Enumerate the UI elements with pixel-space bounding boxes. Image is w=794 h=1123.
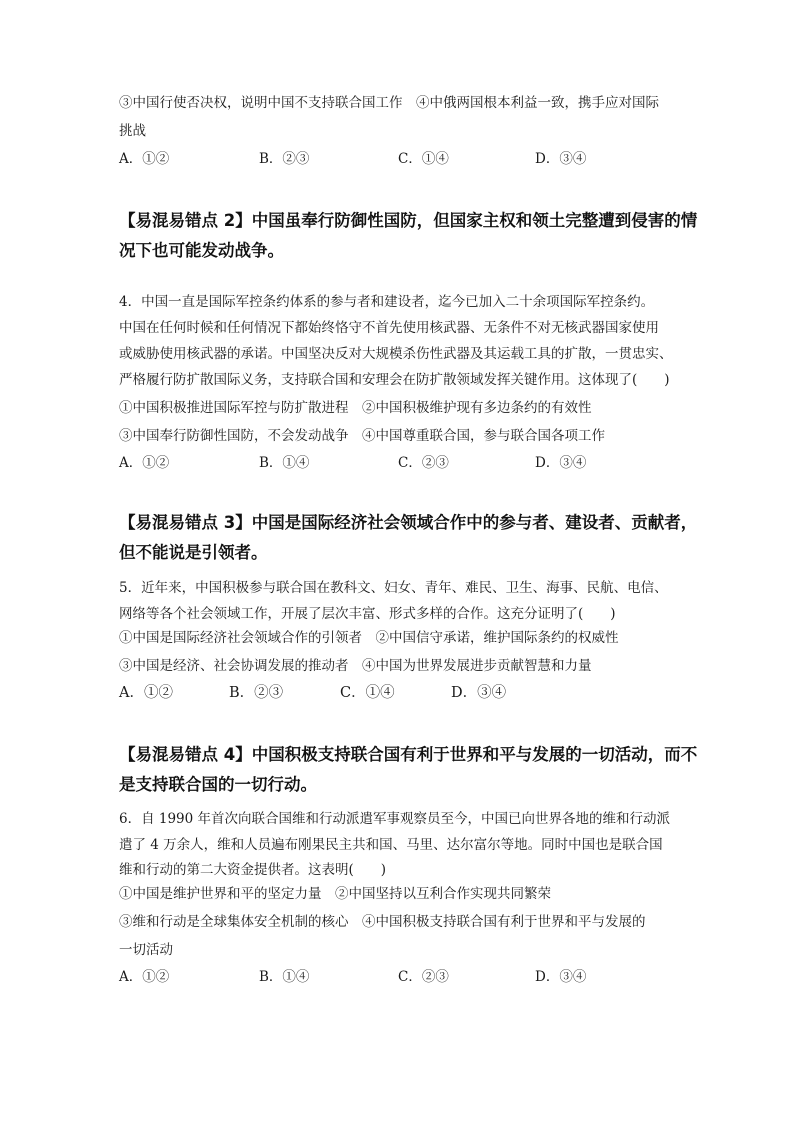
q5-stem-line: 5．近年来，中国积极参与联合国在教科文、妇女、青年、难民、卫生、海事、民航、电信、: [119, 580, 668, 596]
q4-choice-line: ③中国奉行防御性国防，不会发动战争 ④中国尊重联合国，参与联合国各项工作: [119, 428, 605, 444]
q5-option-a: A．①②: [119, 685, 173, 701]
q4-option-d: D．③④: [535, 455, 587, 471]
q6-choice-line: ③维和行动是全球集体安全机制的核心 ④中国积极支持联合国有利于世界和平与发展的: [119, 914, 646, 930]
tip3-heading: 【易混易错点 3】中国是国际经济社会领域合作中的参与者、建设者、贡献者，: [119, 513, 698, 532]
q5-option-b: B．②③: [229, 685, 284, 701]
q5-option-d: D．③④: [451, 685, 507, 701]
q6-stem-line: 维和行动的第二大资金提供者。这表明( ): [119, 862, 387, 878]
q6-option-d: D．③④: [535, 969, 587, 985]
tip3-heading-cont: 但不能说是引领者。: [119, 543, 268, 562]
q6-stem-line: 遣了 4 万余人，维和人员遍布刚果民主共和国、马里、达尔富尔等地。同时中国也是联合国: [119, 837, 663, 853]
q3-option-b: B．②③: [259, 151, 310, 167]
q3-option-c: C．①④: [398, 151, 449, 167]
q3-choice-line-cont: 挑战: [119, 123, 146, 139]
q4-stem-line: 严格履行防扩散国际义务，支持联合国和安理会在防扩散领域发挥关键作用。这体现了( ): [119, 372, 670, 388]
q4-stem-line: 中国在任何时候和任何情况下都始终恪守不首先使用核武器、无条件不对无核武器国家使用: [119, 320, 659, 336]
q6-option-a: A．①②: [119, 969, 170, 985]
q3-option-d: D．③④: [535, 151, 587, 167]
q4-stem-line: 4．中国一直是国际军控条约体系的参与者和建设者，迄今已加入二十余项国际军控条约。: [119, 294, 655, 310]
tip2-heading: 【易混易错点 2】中国虽奉行防御性国防，但国家主权和领土完整遭到侵害的情: [119, 211, 698, 230]
q6-stem-line: 6．自 1990 年首次向联合国维和行动派遣军事观察员至今，中国已向世界各地的维和行动派: [119, 811, 671, 827]
q4-option-c: C．②③: [398, 455, 449, 471]
q4-choice-line: ①中国积极推进国际军控与防扩散进程 ②中国积极维护现有多边条约的有效性: [119, 400, 592, 416]
tip2-heading-cont: 况下也可能发动战争。: [119, 241, 284, 260]
q4-option-b: B．①④: [259, 455, 310, 471]
q6-choice-line: ①中国是维护世界和平的坚定力量 ②中国坚持以互利合作实现共同繁荣: [119, 886, 551, 902]
q6-options: [119, 968, 679, 986]
tip4-heading: 【易混易错点 4】中国积极支持联合国有利于世界和平与发展的一切活动，而不: [119, 745, 698, 764]
q4-options: [119, 454, 679, 472]
q6-option-b: B．①④: [259, 969, 310, 985]
q5-option-c: C．①④: [340, 685, 395, 701]
q3-options: [119, 150, 679, 168]
q5-stem-line: 网络等各个社会领域工作，开展了层次丰富、形式多样的合作。这充分证明了( ): [119, 606, 616, 622]
q6-choice-line-cont: 一切活动: [119, 942, 173, 958]
q6-option-c: C．②③: [398, 969, 449, 985]
q3-option-a: A．①②: [119, 151, 170, 167]
q4-option-a: A．①②: [119, 455, 170, 471]
tip4-heading-cont: 是支持联合国的一切行动。: [119, 775, 317, 794]
q5-choice-line: ③中国是经济、社会协调发展的推动者 ④中国为世界发展进步贡献智慧和力量: [119, 658, 592, 674]
q5-choice-line: ①中国是国际经济社会领域合作的引领者 ②中国信守承诺，维护国际条约的权威性: [119, 630, 619, 646]
q4-stem-line: 或威胁使用核武器的承诺。中国坚决反对大规模杀伤性武器及其运载工具的扩散，一贯忠实、: [119, 346, 673, 362]
q5-options: [119, 684, 679, 702]
q3-choice-line: ③中国行使否决权，说明中国不支持联合国工作 ④中俄两国根本利益一致，携手应对国际: [119, 95, 659, 111]
